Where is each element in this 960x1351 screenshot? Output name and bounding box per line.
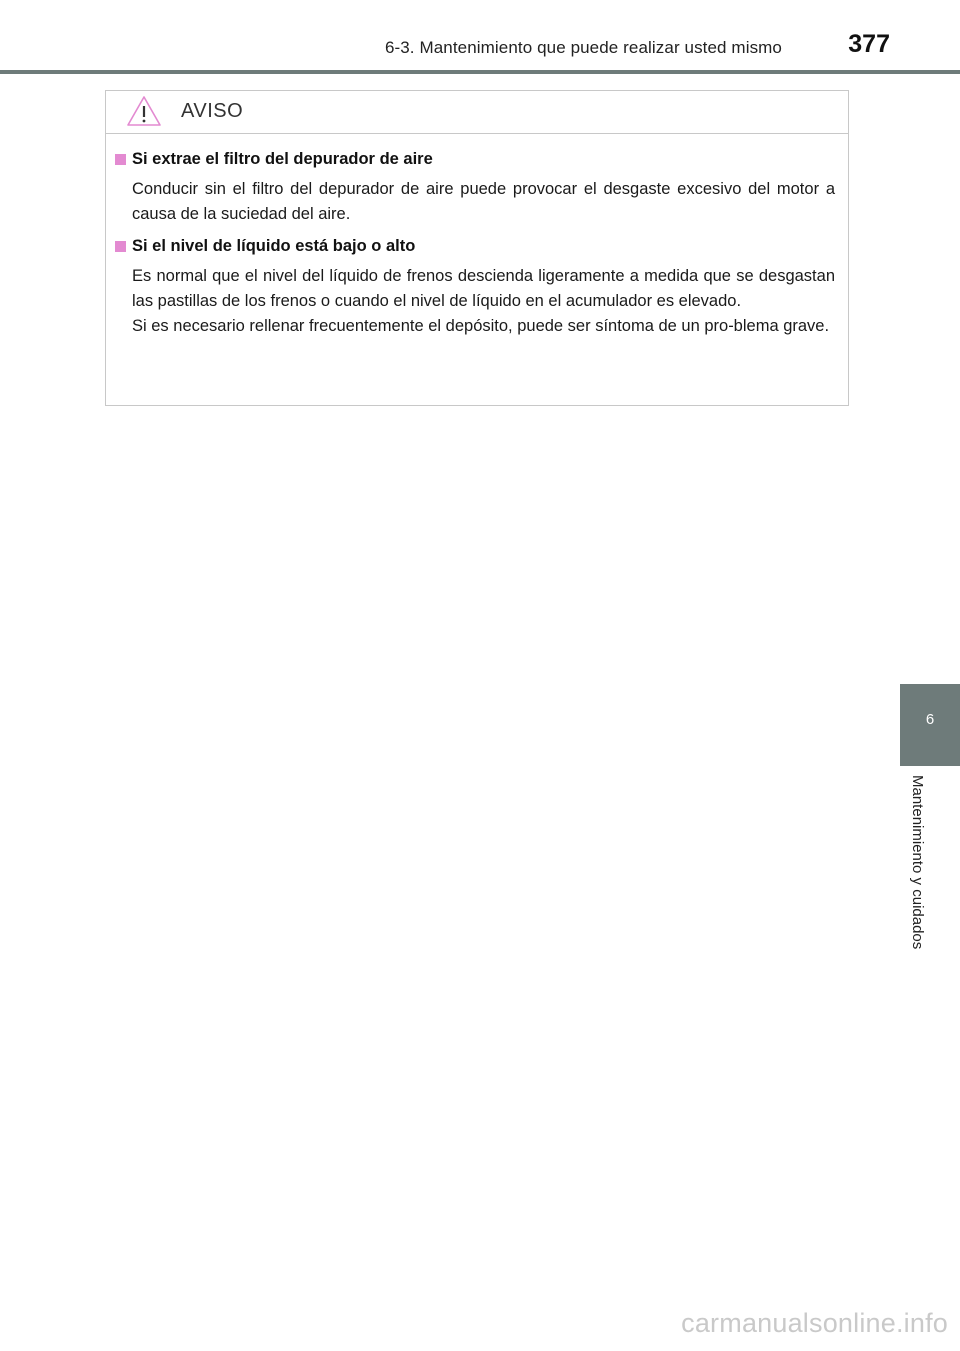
page-header [0, 0, 960, 75]
square-bullet-icon [115, 241, 126, 252]
notice-item-paragraph: Si es necesario rellenar frecuentemente el depósito, puede ser síntoma de un pro-blema grave. [132, 317, 830, 335]
notice-title: AVISO [181, 100, 244, 122]
notice-header [106, 91, 848, 134]
chapter-label: Mantenimiento y cuidados [909, 775, 926, 950]
chapter-number: 6 [925, 711, 935, 728]
notice-item-heading-text: Si el nivel de líquido está bajo o alto [132, 237, 416, 255]
header-rule [0, 70, 960, 74]
chapter-tab [900, 684, 960, 766]
section-title: 6-3. Mantenimiento que puede realizar usted mismo [384, 38, 782, 57]
warning-notice-box [105, 90, 849, 406]
notice-item-text [132, 264, 835, 339]
watermark: carmanualsonline.info [681, 1308, 948, 1338]
notice-item-heading-text: Si extrae el filtro del depurador de aire [132, 150, 433, 168]
notice-item-text: Conducir sin el filtro del depurador de aire puede provocar el desgaste excesivo del motor a causa de la suciedad del aire. [132, 180, 835, 223]
warning-triangle-icon [126, 95, 162, 127]
notice-item-heading [115, 237, 835, 256]
notice-item [115, 150, 835, 227]
notice-item-paragraph: Es normal que el nivel del líquido de frenos descienda ligeramente a medida que se desgastan las pastillas de los frenos o cuando el nivel de líquido en el acumulador es elevado. [132, 267, 835, 310]
notice-body [106, 134, 848, 339]
notice-item-heading [115, 150, 835, 169]
square-bullet-icon [115, 154, 126, 165]
notice-item [115, 237, 835, 339]
page-number: 377 [848, 30, 890, 58]
